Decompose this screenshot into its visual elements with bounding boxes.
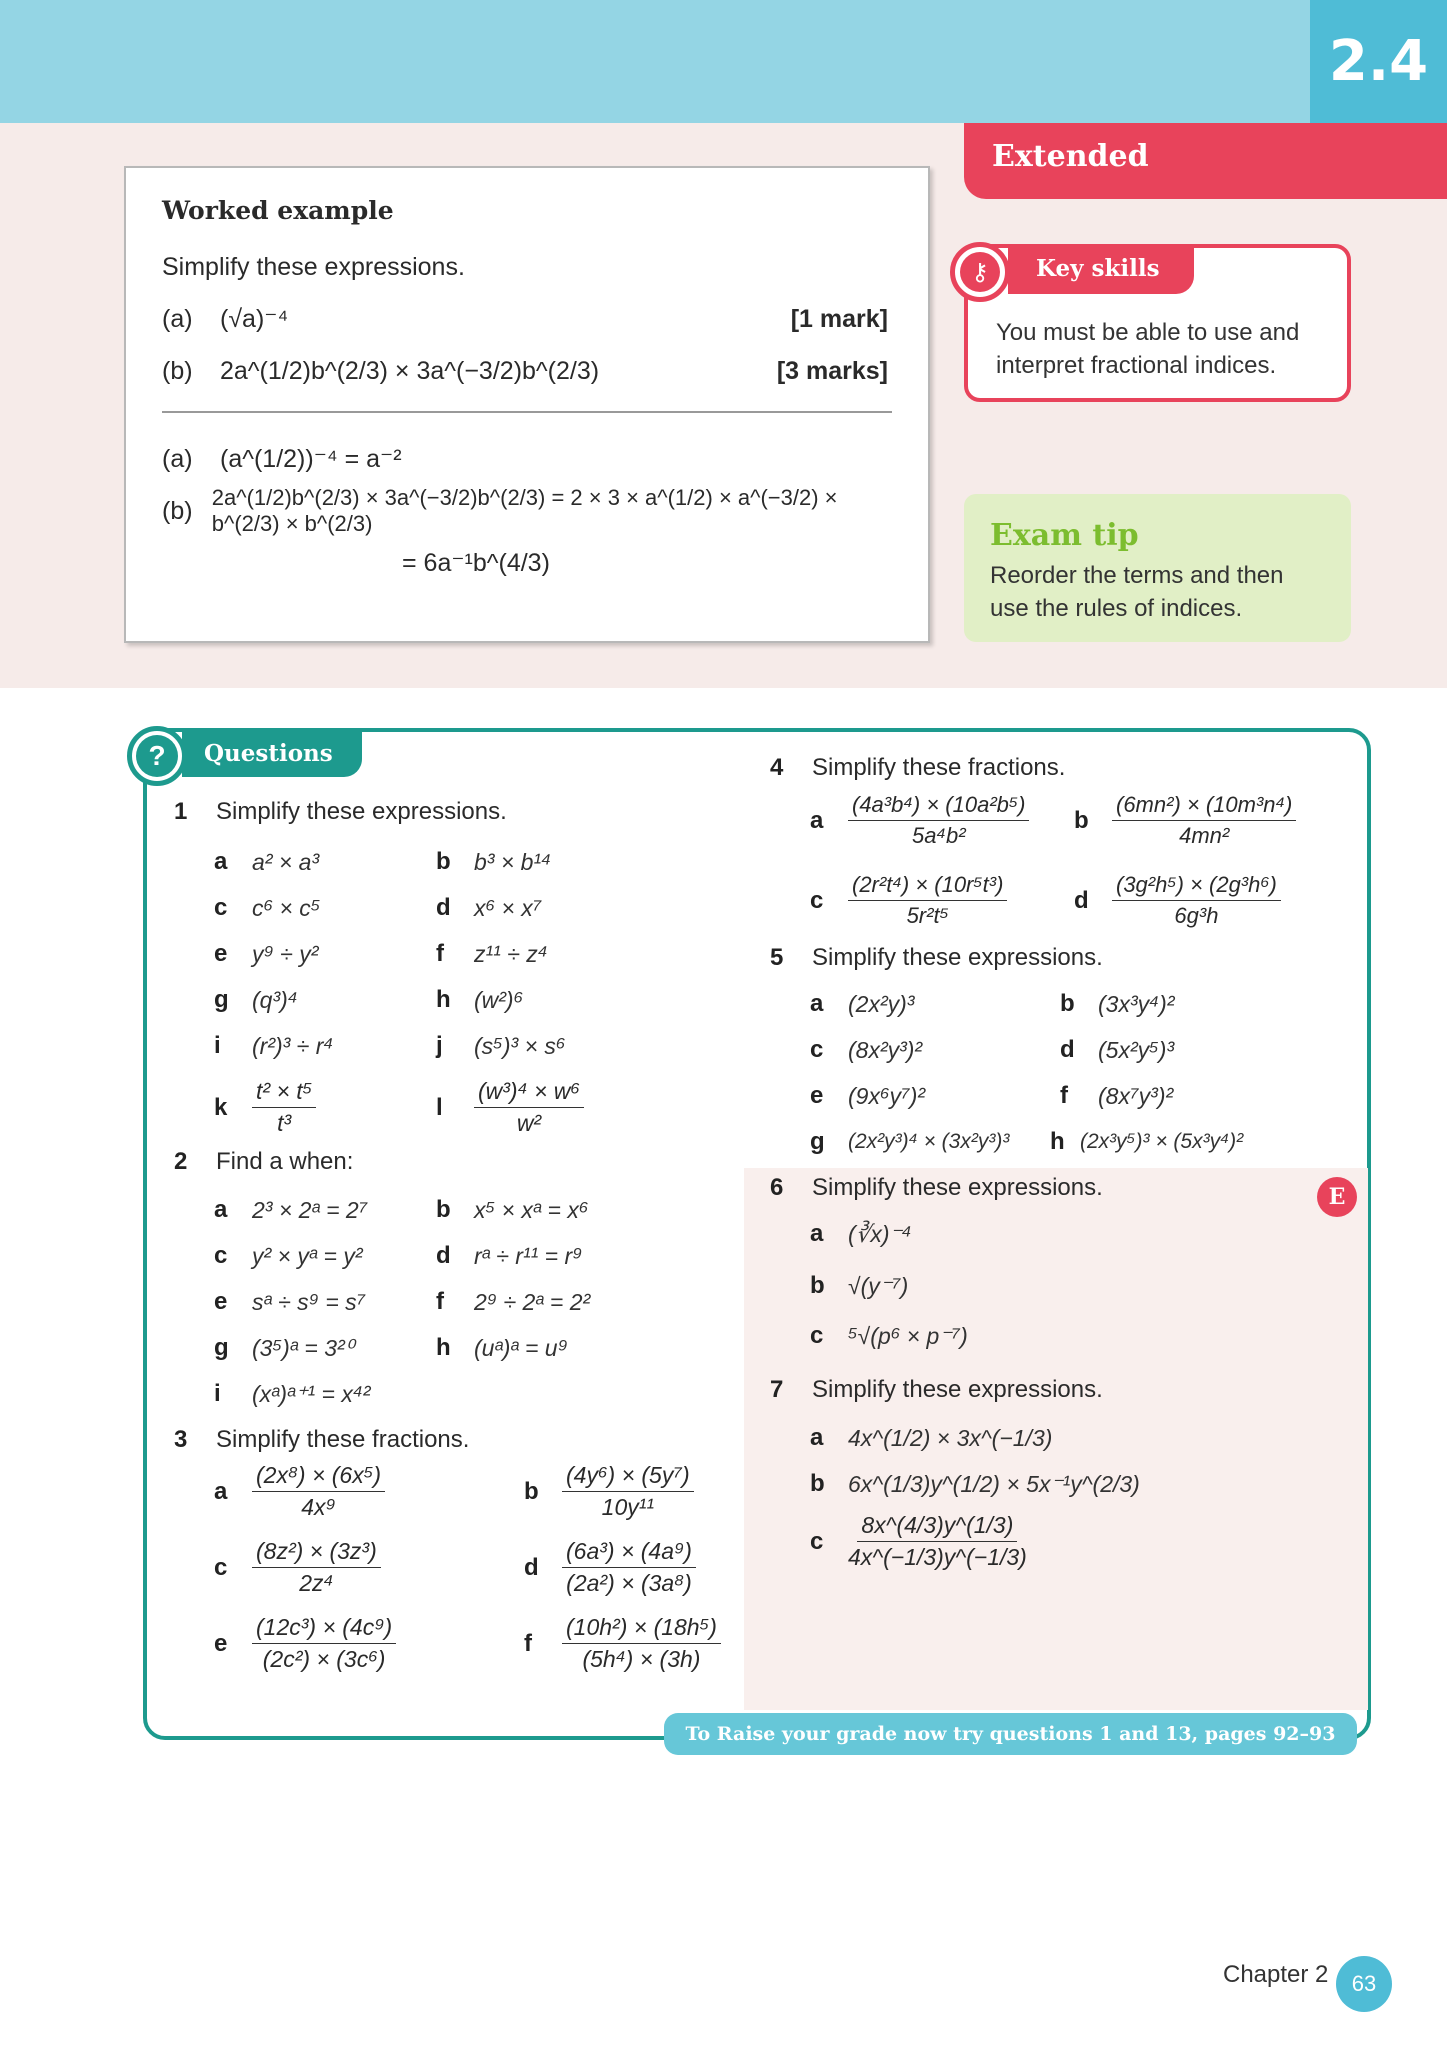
list-item [524, 1538, 696, 1597]
page-number: 63 [1336, 1956, 1392, 2012]
solution-expression: 2a^(1/2)b^(2/3) × 3a^(−3/2)b^(2/3) = 2 × 3 × a^(1/2) × a^(−3/2) × b^(2/3) × b^(2/3) [211, 485, 838, 536]
key-skills-label: Key skills [1008, 246, 1194, 294]
solution-expression: (a^(1/2))⁻⁴ = a⁻² [220, 445, 402, 473]
worked-part-b [162, 345, 892, 397]
solution-label: (a) [162, 444, 193, 473]
fraction-numerator: (10h²) × (18h⁵) [562, 1614, 721, 1644]
item-label: d [436, 1242, 451, 1269]
item-label: b [524, 1477, 539, 1505]
item-expression: (∛x)⁻⁴ [848, 1220, 912, 1247]
list-item [436, 986, 523, 1014]
item-expression: (9x⁶y⁷)² [848, 1082, 926, 1109]
item-label: a [810, 1220, 824, 1247]
item-label: i [214, 1032, 221, 1059]
item-label: e [214, 1629, 228, 1657]
worked-example-prompt: Simplify these expressions. [162, 252, 465, 281]
question-text: Simplify these fractions. [216, 1426, 470, 1453]
item-expression: (2x²y)³ [848, 990, 915, 1017]
item-expression: z¹¹ ÷ z⁴ [474, 940, 548, 967]
item-expression: 4x^(1/2) × 3x^(−1/3) [848, 1424, 1053, 1451]
list-item [436, 1078, 584, 1137]
item-label: a [214, 848, 228, 875]
chapter-label: Chapter 2 [1223, 1961, 1329, 1988]
list-item [214, 986, 298, 1014]
part-expression: (√a)⁻⁴ [220, 305, 289, 333]
question-text: Simplify these fractions. [812, 754, 1066, 781]
fraction-numerator: 8x^(4/3)y^(1/3) [857, 1512, 1017, 1542]
question-text: Find a when: [216, 1148, 354, 1175]
list-item [214, 1196, 367, 1224]
item-expression: (2x³y⁵)³ × (5x³y⁴)² [1080, 1130, 1244, 1153]
item-expression: x⁶ × x⁷ [474, 894, 542, 921]
section-number: 2.4 [1310, 0, 1447, 123]
item-expression: (8x²y³)² [848, 1036, 923, 1063]
key-skills-box [964, 244, 1351, 402]
item-label: c [810, 1036, 824, 1063]
list-item [810, 1512, 1027, 1571]
list-item [1060, 990, 1174, 1018]
item-label: b [1074, 806, 1089, 834]
list-item [214, 1538, 381, 1597]
part-marks: [1 mark] [790, 304, 888, 333]
item-label: g [810, 1128, 825, 1155]
item-label: g [214, 1334, 229, 1361]
item-label: k [214, 1093, 228, 1121]
list-item [810, 1036, 922, 1064]
item-label: c [810, 1322, 824, 1349]
item-label: b [810, 1272, 825, 1299]
list-item [214, 1288, 365, 1316]
item-label: b [810, 1470, 825, 1497]
list-item [524, 1462, 694, 1521]
question-7 [770, 1376, 1103, 1404]
list-item [436, 894, 541, 922]
item-label: e [810, 1082, 824, 1109]
list-item [436, 940, 548, 968]
fraction-numerator: (4y⁶) × (5y⁷) [562, 1462, 694, 1492]
question-number: 4 [770, 754, 784, 781]
item-label: f [436, 940, 444, 967]
item-expression: (xᵃ)ᵃ⁺¹ = x⁴² [252, 1380, 371, 1407]
item-expression: (uᵃ)ᵃ = u⁹ [474, 1334, 568, 1361]
worked-example-box [124, 166, 930, 643]
item-expression: (5x²y⁵)³ [1098, 1036, 1175, 1063]
item-label: c [810, 1527, 824, 1555]
item-expression: 6x^(1/3)y^(1/2) × 5x⁻¹y^(2/3) [848, 1470, 1140, 1497]
item-label: h [436, 1334, 451, 1361]
question-text: Simplify these expressions. [812, 944, 1103, 971]
extended-label: Extended [964, 123, 1447, 199]
raise-grade-banner: To Raise your grade now try questions 1 and 13, pages 92–93 [664, 1713, 1357, 1755]
list-item [214, 1462, 385, 1521]
item-expression: (s⁵)³ × s⁶ [474, 1032, 566, 1059]
fraction-numerator: (w³)⁴ × w⁶ [474, 1078, 584, 1108]
fraction-denominator: 6g³h [1174, 903, 1219, 928]
part-expression: 2a^(1/2)b^(2/3) × 3a^(−3/2)b^(2/3) [220, 356, 600, 385]
list-item [214, 940, 318, 968]
item-label: g [214, 986, 229, 1013]
item-label: i [214, 1380, 221, 1407]
item-label: c [214, 894, 228, 921]
question-2 [174, 1148, 353, 1176]
item-expression: rᵃ ÷ r¹¹ = r⁹ [474, 1242, 583, 1269]
divider [162, 411, 892, 413]
item-label: a [810, 806, 824, 834]
list-item [214, 894, 320, 922]
list-item [214, 1032, 333, 1060]
fraction-denominator: (2c²) × (3c⁶) [262, 1646, 386, 1672]
fraction-denominator: 4mn² [1179, 823, 1230, 848]
list-item [524, 1614, 721, 1673]
item-label: d [524, 1553, 539, 1581]
item-label: e [214, 940, 228, 967]
solution-a [162, 433, 892, 485]
item-label: b [436, 848, 451, 875]
key-skills-text: You must be able to use and interpret fractional indices. [996, 319, 1300, 379]
item-label: f [1060, 1082, 1068, 1109]
item-expression: (8x⁷y³)² [1098, 1082, 1174, 1109]
part-label: (a) [162, 304, 193, 333]
list-item [810, 990, 914, 1018]
list-item [810, 1272, 908, 1300]
list-item [214, 1242, 363, 1270]
fraction-denominator: (5h⁴) × (3h) [582, 1646, 701, 1672]
question-number: 5 [770, 944, 784, 971]
question-mark-icon: ? [127, 726, 187, 786]
item-label: d [1074, 886, 1089, 914]
item-label: b [436, 1196, 451, 1223]
list-item [810, 1128, 1009, 1156]
fraction-numerator: (8z²) × (3z³) [252, 1538, 381, 1568]
part-label: (b) [162, 356, 193, 385]
worked-part-a [162, 293, 892, 345]
list-item [810, 1322, 968, 1350]
fraction-denominator: w² [516, 1110, 542, 1136]
list-item [214, 1614, 396, 1673]
part-marks: [3 marks] [776, 356, 888, 385]
fraction-denominator: t³ [277, 1110, 292, 1136]
item-expression: b³ × b¹⁴ [474, 848, 552, 875]
fraction-numerator: (3g²h⁵) × (2g³h⁶) [1112, 872, 1281, 901]
solution-b [162, 485, 892, 537]
question-text: Simplify these expressions. [812, 1376, 1103, 1403]
fraction-numerator: (2x⁸) × (6x⁵) [252, 1462, 385, 1492]
list-item [436, 1242, 582, 1270]
item-expression: x⁵ × xᵃ = x⁶ [474, 1196, 589, 1223]
fraction-denominator: 2z⁴ [299, 1570, 334, 1596]
item-expression: (q³)⁴ [252, 986, 298, 1013]
list-item [436, 1334, 568, 1362]
item-label: c [810, 886, 824, 914]
item-label: e [214, 1288, 228, 1315]
list-item [1050, 1128, 1243, 1156]
item-expression: sᵃ ÷ s⁹ = s⁷ [252, 1288, 366, 1315]
solution-label: (b) [162, 496, 193, 525]
question-number: 6 [770, 1174, 784, 1201]
question-4 [770, 754, 1065, 782]
question-6 [770, 1174, 1103, 1202]
question-1 [174, 798, 507, 826]
item-expression: (3x³y⁴)² [1098, 990, 1175, 1017]
question-3 [174, 1426, 469, 1454]
list-item [1074, 792, 1296, 849]
header-band [0, 0, 1447, 123]
item-label: l [436, 1093, 443, 1121]
item-label: d [1060, 1036, 1075, 1063]
fraction-numerator: (6mn²) × (10m³n⁴) [1112, 792, 1296, 821]
item-label: b [1060, 990, 1075, 1017]
item-expression: (3⁵)ᵃ = 3²⁰ [252, 1334, 354, 1361]
list-item [214, 1078, 316, 1137]
item-label: c [214, 1242, 228, 1269]
question-number: 7 [770, 1376, 784, 1403]
fraction-denominator: 4x^(−1/3)y^(−1/3) [848, 1544, 1027, 1570]
list-item [1074, 872, 1281, 929]
exam-tip-text: Reorder the terms and then use the rules of indices. [990, 562, 1284, 622]
list-item [810, 792, 1029, 849]
item-expression: ⁵√(p⁶ × p⁻⁷) [848, 1322, 968, 1349]
item-expression: (2x²y³)⁴ × (3x²y³)³ [848, 1130, 1010, 1153]
exam-tip-box [964, 494, 1351, 642]
list-item [1060, 1036, 1174, 1064]
fraction-denominator: (2a²) × (3a⁸) [566, 1570, 692, 1596]
fraction-numerator: (12c³) × (4c⁹) [252, 1614, 396, 1644]
item-label: f [436, 1288, 444, 1315]
list-item [810, 1470, 1140, 1498]
list-item [436, 1032, 565, 1060]
question-number: 3 [174, 1426, 188, 1453]
list-item [810, 1220, 912, 1248]
list-item [436, 1196, 588, 1224]
item-label: a [810, 1424, 824, 1451]
item-label: h [1050, 1128, 1065, 1155]
fraction-denominator: 5a⁴b² [911, 823, 966, 848]
question-number: 1 [174, 798, 188, 825]
question-text: Simplify these expressions. [812, 1174, 1103, 1201]
solution-b-result [162, 537, 892, 589]
item-expression: c⁶ × c⁵ [252, 894, 321, 921]
item-expression: 2³ × 2ᵃ = 2⁷ [252, 1196, 368, 1223]
fraction-denominator: 5r²t⁵ [906, 903, 949, 928]
list-item [214, 848, 319, 876]
list-item [436, 1288, 590, 1316]
item-expression: a² × a³ [252, 848, 320, 875]
exam-tip-title: Exam tip [990, 518, 1139, 553]
worked-example-title: Worked example [162, 196, 394, 225]
extended-badge: E [1317, 1177, 1357, 1217]
fraction-numerator: (6a³) × (4a⁹) [562, 1538, 696, 1568]
item-label: h [436, 986, 451, 1013]
item-expression: (r²)³ ÷ r⁴ [252, 1032, 334, 1059]
fraction-numerator: t² × t⁵ [252, 1078, 316, 1108]
item-label: a [214, 1477, 228, 1505]
list-item [436, 848, 551, 876]
item-label: a [214, 1196, 228, 1223]
questions-label: Questions [182, 730, 362, 777]
item-expression: y⁹ ÷ y² [252, 940, 319, 967]
item-expression: 2⁹ ÷ 2ᵃ = 2² [474, 1288, 591, 1315]
item-label: c [214, 1553, 228, 1581]
list-item [810, 1082, 925, 1110]
item-label: j [436, 1032, 443, 1059]
item-expression: y² × yᵃ = y² [252, 1242, 363, 1269]
item-label: f [524, 1629, 532, 1657]
question-5 [770, 944, 1103, 972]
question-number: 2 [174, 1148, 188, 1175]
question-text: Simplify these expressions. [216, 798, 507, 825]
key-icon: ⚷ [950, 242, 1010, 302]
list-item [214, 1380, 370, 1408]
fraction-numerator: (2r²t⁴) × (10r⁵t³) [848, 872, 1007, 901]
item-expression: (w²)⁶ [474, 986, 524, 1013]
list-item [810, 1424, 1052, 1452]
fraction-denominator: 4x⁹ [301, 1494, 336, 1520]
list-item [214, 1334, 354, 1362]
list-item [1060, 1082, 1173, 1110]
list-item [810, 872, 1007, 929]
item-label: d [436, 894, 451, 921]
fraction-numerator: (4a³b⁴) × (10a²b⁵) [848, 792, 1029, 821]
fraction-denominator: 10y¹¹ [601, 1494, 655, 1520]
item-expression: √(y⁻⁷) [848, 1272, 909, 1299]
solution-expression: = 6a⁻¹b^(4/3) [402, 549, 550, 577]
item-label: a [810, 990, 824, 1017]
